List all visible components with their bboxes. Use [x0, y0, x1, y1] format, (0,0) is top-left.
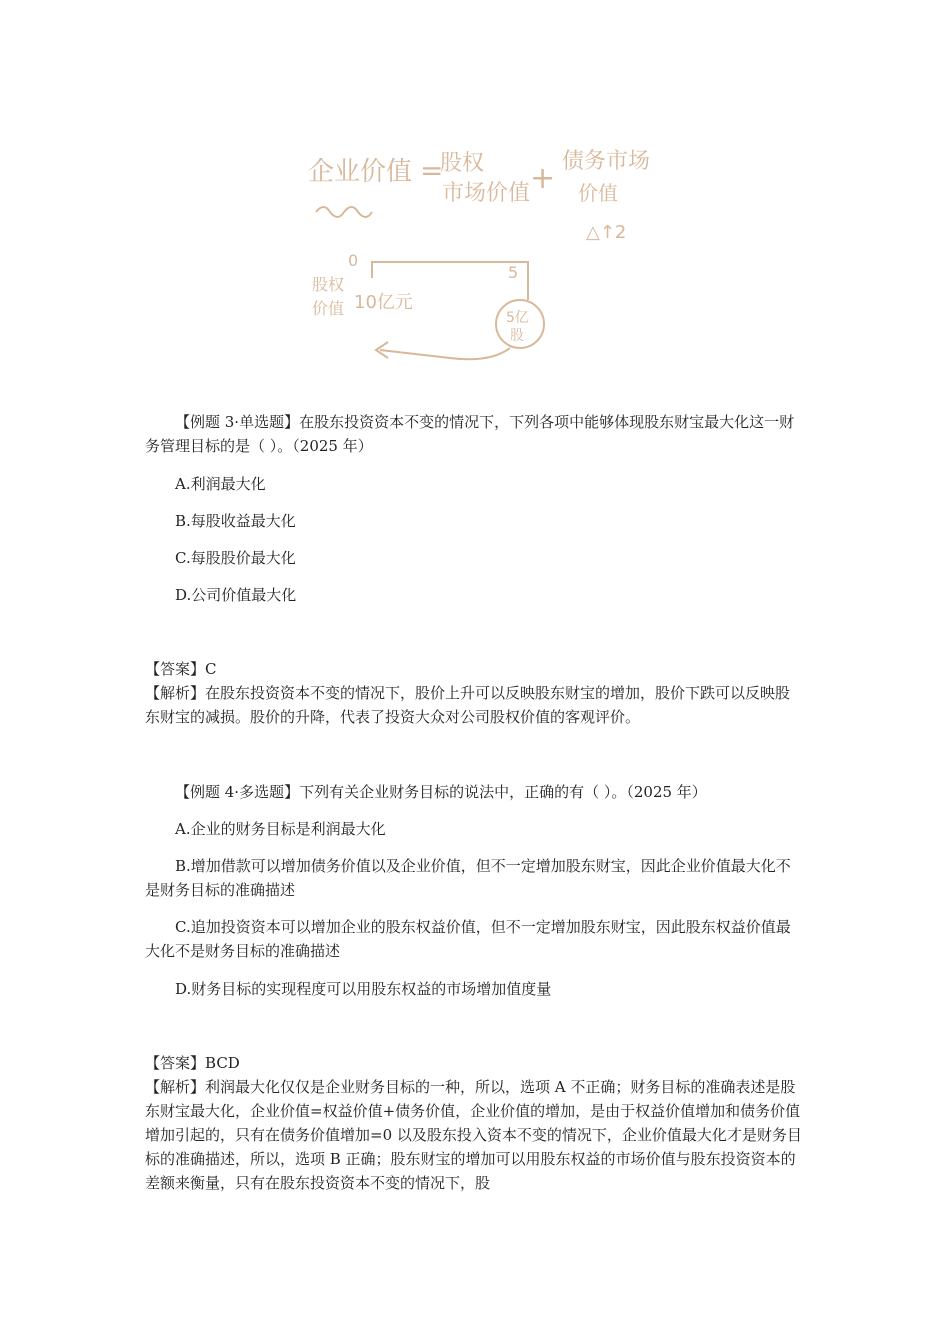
q4-option-a: A.企业的财务目标是利润最大化 [175, 820, 386, 838]
q3-analysis-text: 在股东投资资本不变的情况下，股价上升可以反映股东财宝的增加，股价下跌可以反映股东财宝的减损。股价的升降，代表了投资大众对公司股权价值的客观评价。 [145, 684, 791, 726]
sketch-return-arrow [380, 348, 510, 359]
q3-option-a: A.利润最大化 [175, 475, 266, 493]
q4-answer-value: BCD [205, 1054, 240, 1072]
q4-answer-label: 【答案】 [145, 1054, 206, 1072]
q3-title: 【例题 3·单选题】 [175, 413, 300, 431]
sketch-start: 0 [348, 251, 359, 270]
q4-analysis-label: 【解析】 [145, 1078, 206, 1096]
sketch-wavy-underline [316, 207, 372, 217]
q4-answer [145, 1051, 805, 1075]
handwritten-sketch [300, 138, 660, 383]
sketch-equity-value-2: 价值 [312, 299, 345, 318]
sketch-delta: △↑2 [586, 222, 627, 243]
sketch-equity-1: 股权 [440, 151, 485, 176]
sketch-debt-1: 债务市场 [562, 149, 651, 174]
q4-option-b: B.增加借款可以增加债务价值以及企业价值，但不一定增加股东财宝，因此企业价值最大化不是财务目标的准确描述 [145, 857, 791, 899]
sketch-circle-1: 5亿 [506, 310, 529, 326]
q4-stem [145, 780, 805, 804]
q4-option-c: C.追加投资资本可以增加企业的股东权益价值，但不一定增加股东财宝，因此股东权益价值最大化不是财务目标的准确描述 [145, 918, 791, 960]
sketch-debt-2: 价值 [578, 181, 618, 205]
sketch-circle-2: 股 [510, 328, 524, 344]
q3-answer-label: 【答案】 [145, 660, 206, 678]
q3-stem [145, 410, 805, 458]
q4-option-d: D.财务目标的实现程度可以用股东权益的市场增加值度量 [175, 980, 552, 998]
sketch-equity-2: 市场价值 [442, 181, 531, 206]
sketch-amount: 10亿元 [354, 292, 413, 313]
q3-analysis-label: 【解析】 [145, 684, 206, 702]
sketch-enterprise-value: 企业价值 [308, 157, 413, 187]
sketch-drawing [300, 138, 660, 383]
sketch-plus: + [530, 161, 556, 196]
sketch-equity-value-1: 股权 [312, 275, 345, 294]
q3-option-b: B.每股收益最大化 [175, 512, 296, 530]
q3-answer [145, 657, 805, 681]
q4-analysis-text: 利润最大化仅仅是企业财务目标的一种，所以，选项 A 不正确；财务目标的准确表述是股东财宝最大化，企业价值=权益价值+债务价值，企业价值的增加，是由于权益价值增加和债务价值增加引起的，只有在债务价值增加=0 以及股东投入资本不变的情况下，企业价值最大化才是财务目标的准确描述，所以，选项 B 正确；股东财宝的增加可以用股东权益的市场价值与股东投资资本的差额来衡量，只有在股东投资资本不变的情况下，股 [145, 1078, 802, 1192]
q4-stem-text: 下列有关企业财务目标的说法中，正确的有（ ）。（2025 年） [299, 783, 707, 801]
q3-option-d: D.公司价值最大化 [175, 586, 297, 604]
q3-stem-text: 在股东投资资本不变的情况下，下列各项中能够体现股东财宝最大化这一财务管理目标的是（ ）。（2025 年） [145, 413, 795, 455]
sketch-equals: = [420, 154, 444, 187]
q3-analysis [145, 681, 805, 729]
sketch-end: 5 [508, 263, 519, 282]
q3-option-c: C.每股股价最大化 [175, 549, 296, 567]
q4-analysis [145, 1075, 805, 1195]
q4-title: 【例题 4·多选题】 [175, 783, 300, 801]
q3-answer-value: C [205, 660, 217, 678]
